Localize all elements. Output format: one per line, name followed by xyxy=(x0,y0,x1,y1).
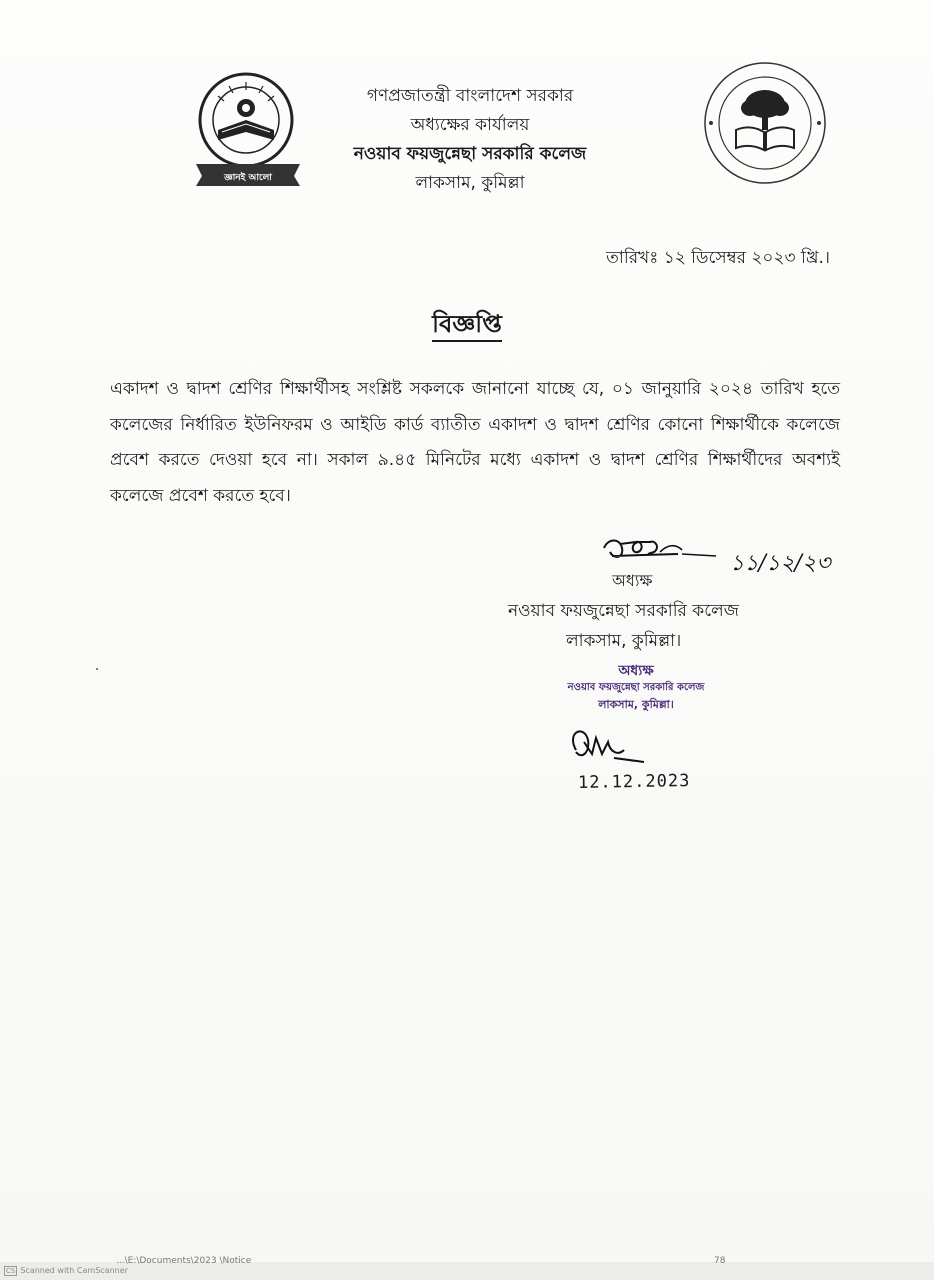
notice-title xyxy=(0,306,934,346)
stamp-role: অধ্যক্ষ xyxy=(618,663,654,679)
second-signature-date: 12.12.2023 xyxy=(577,771,691,793)
signature-handwritten-date: ১১/১২/২৩ xyxy=(730,551,831,576)
scan-speck xyxy=(96,668,98,670)
notice-title-text: বিজ্ঞপ্তি xyxy=(432,310,502,342)
stamp-college: নওয়াব ফয়জুন্নেছা সরকারি কলেজ xyxy=(567,682,705,693)
signatory-role: অধ্যক্ষ xyxy=(612,571,653,590)
government-name: গণপ্রজাতন্ত্রী বাংলাদেশ সরকার xyxy=(366,86,574,106)
camscanner-icon: CS xyxy=(6,1267,16,1275)
official-stamp xyxy=(546,662,726,713)
emblem-ribbon-text: জ্ঞানই আলো xyxy=(224,173,272,183)
office-name: অধ্যক্ষের কার্যালয় xyxy=(410,115,530,135)
footer-file-path: ...\E:\Documents\2023 \Notice xyxy=(116,1256,252,1266)
college-emblem-icon xyxy=(188,68,308,190)
notice-date: তারিখঃ ১২ ডিসেম্বর ২০২৩ খ্রি.। xyxy=(606,248,830,268)
notice-body: একাদশ ও দ্বাদশ শ্রেণির শিক্ষার্থীসহ সংশ্লিষ্ট সকলকে জানানো যাচ্ছে যে, ০১ জানুয়ারি ২০২৪ তারিখ হতে কলেজের নির্ধারিত ইউনিফরম ও আইডি কার্ড ব্যাতীত একাদশ ও দ্বাদশ শ্রেণির কোনো শিক্ষার্থীকে কলেজে প্রবেশ করতে দেওয়া হবে না। সকাল ৯.৪৫ মিনিটের মধ্যে একাদশ ও দ্বাদশ শ্রেণির শিক্ষার্থীদের অবশ্যই কলেজে প্রবেশ করতে হবে। xyxy=(110,379,840,506)
signatory-college: নওয়াব ফয়জুন্নেছা সরকারি কলেজ xyxy=(508,601,739,621)
letterhead xyxy=(320,82,620,198)
stamp-place: লাকসাম, কুমিল্লা। xyxy=(598,698,674,711)
tree-book-emblem-icon xyxy=(700,58,830,188)
college-name: নওয়াব ফয়জুন্নেছা সরকারি কলেজ xyxy=(353,144,587,164)
college-location: লাকসাম, কুমিল্লা xyxy=(415,173,525,193)
scanner-watermark xyxy=(4,1266,128,1276)
second-signature xyxy=(562,722,652,772)
scanner-text: Scanned with CamScanner xyxy=(20,1266,128,1275)
footer-page-number: 78 xyxy=(714,1256,726,1266)
signatory-place: লাকসাম, কুমিল্লা। xyxy=(566,631,682,651)
